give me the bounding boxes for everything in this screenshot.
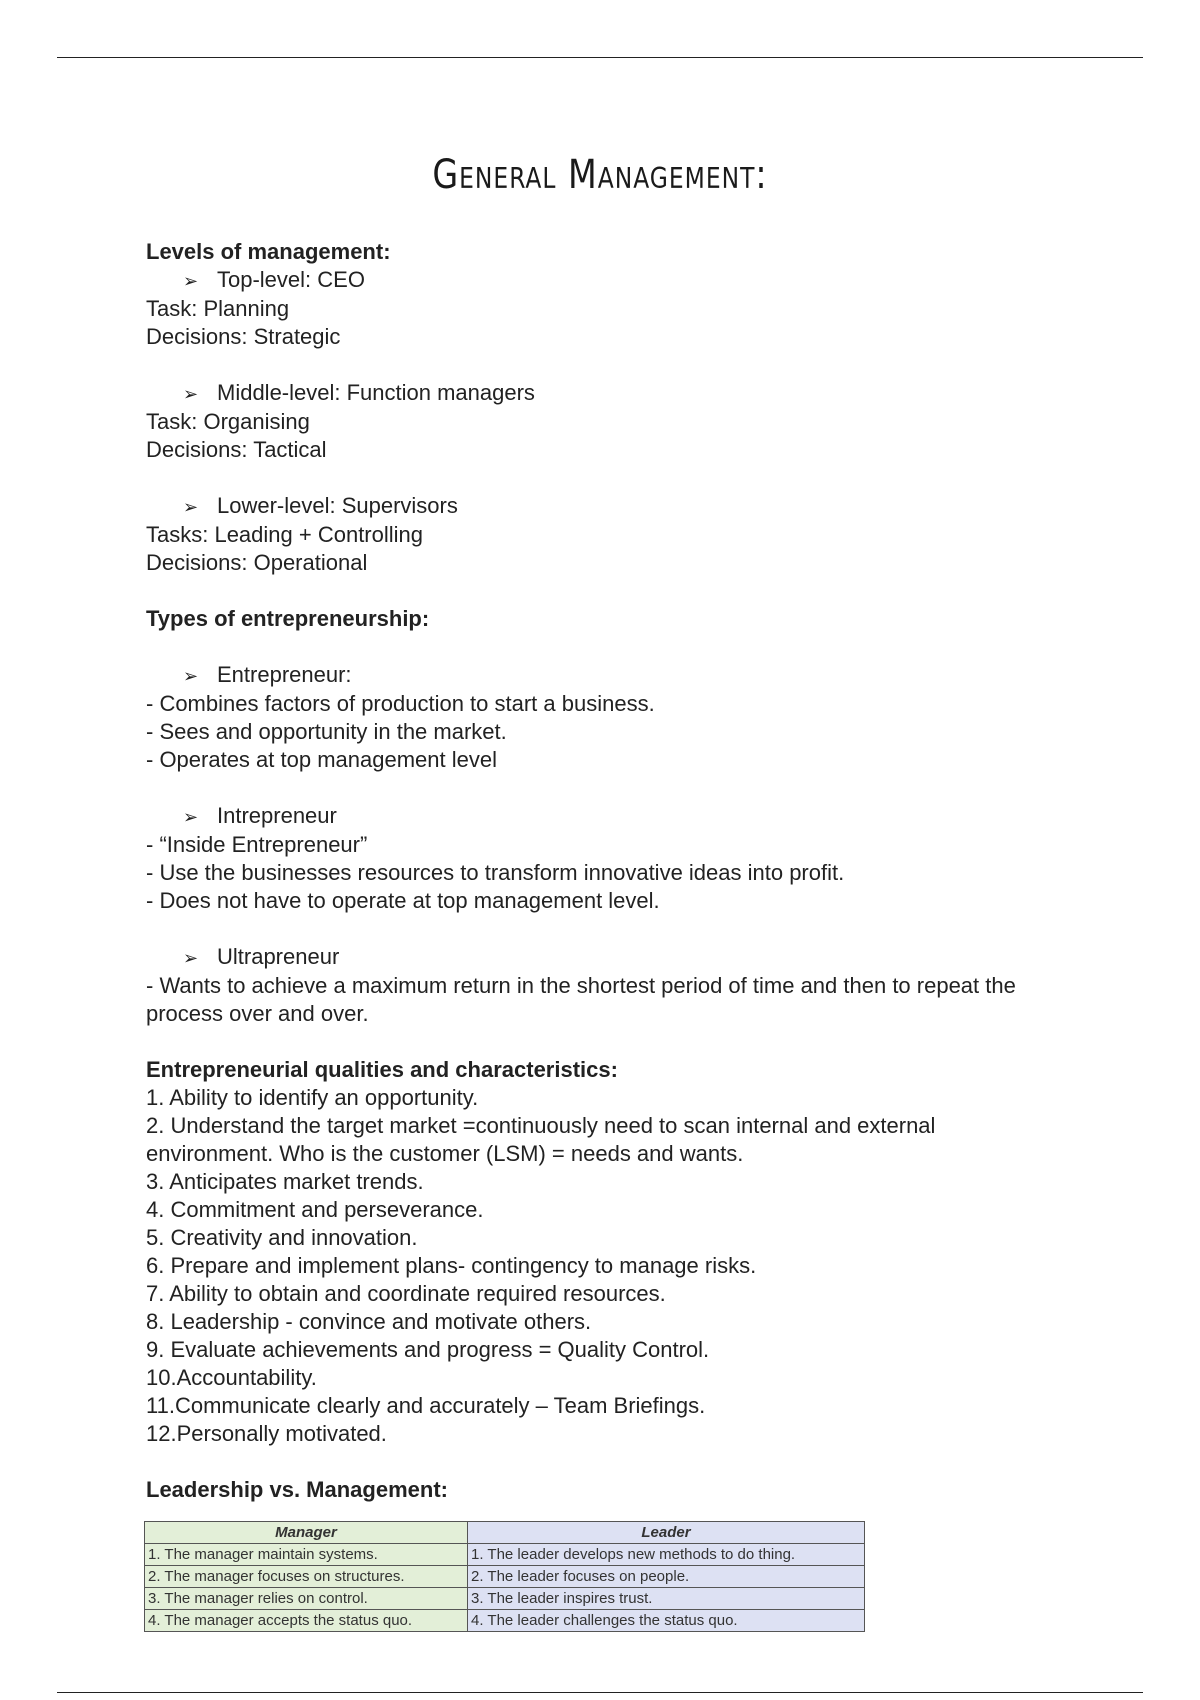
type-point: - Sees and opportunity in the market.: [146, 719, 507, 744]
leader-cell: 2. The leader focuses on people.: [468, 1566, 865, 1588]
leader-cell: 1. The leader develops new methods to do thing.: [468, 1544, 865, 1566]
level-lower-decisions: Decisions: Operational: [146, 550, 368, 575]
levels-heading: Levels of management:: [146, 239, 391, 264]
level-top-bullet: ➢ Top-level: CEO: [146, 266, 1046, 295]
quality-item: 4. Commitment and perseverance.: [146, 1197, 484, 1222]
arrow-bullet-icon: ➢: [183, 948, 199, 968]
arrow-bullet-icon: ➢: [183, 807, 199, 827]
table-row: [145, 1566, 865, 1588]
quality-item: 1. Ability to identify an opportunity.: [146, 1085, 479, 1110]
type-intrepreneur-bullet: ➢ Intrepreneur: [146, 802, 1046, 831]
page-title: General Management:: [432, 151, 768, 198]
level-lower-task: Tasks: Leading + Controlling: [146, 522, 423, 547]
quality-item: 9. Evaluate achievements and progress = Quality Control.: [146, 1337, 710, 1362]
type-point: - Operates at top management level: [146, 747, 497, 772]
arrow-bullet-icon: ➢: [183, 384, 199, 404]
type-point: - Does not have to operate at top management level.: [146, 888, 660, 913]
type-point: - Combines factors of production to start a business.: [146, 691, 655, 716]
table-header-row: [145, 1522, 865, 1544]
bottom-rule: [57, 1692, 1143, 1693]
level-lower-bullet: ➢ Lower-level: Supervisors: [146, 492, 1046, 521]
type-point: - Use the businesses resources to transform innovative ideas into profit.: [146, 860, 845, 885]
manager-cell: 1. The manager maintain systems.: [145, 1544, 468, 1566]
manager-cell: 2. The manager focuses on structures.: [145, 1566, 468, 1588]
level-top-decisions: Decisions: Strategic: [146, 324, 341, 349]
quality-item: 3. Anticipates market trends.: [146, 1169, 424, 1194]
entrepreneurship-heading: Types of entrepreneurship:: [146, 606, 430, 631]
type-point: - “Inside Entrepreneur”: [146, 832, 368, 857]
type-point: - Wants to achieve a maximum return in the shortest period of time and then to repeat the process over and over.: [146, 973, 1016, 1026]
arrow-bullet-icon: ➢: [183, 666, 199, 686]
quality-item: 2. Understand the target market =continuously need to scan internal and external environment. Who is the customer (LSM) = needs and wants.: [146, 1113, 936, 1166]
quality-item: 5. Creativity and innovation.: [146, 1225, 418, 1250]
manager-header: Manager: [145, 1522, 468, 1544]
top-rule: [57, 57, 1143, 58]
quality-item: 6. Prepare and implement plans- contingency to manage risks.: [146, 1253, 757, 1278]
table-row: [145, 1588, 865, 1610]
quality-item: 10.Accountability.: [146, 1365, 317, 1390]
leader-cell: 4. The leader challenges the status quo.: [468, 1610, 865, 1632]
level-middle-bullet: ➢ Middle-level: Function managers: [146, 379, 1046, 408]
table-row: [145, 1610, 865, 1632]
leader-cell: 3. The leader inspires trust.: [468, 1588, 865, 1610]
manager-cell: 3. The manager relies on control.: [145, 1588, 468, 1610]
arrow-bullet-icon: ➢: [183, 271, 199, 291]
type-entrepreneur-bullet: ➢ Entrepreneur:: [146, 661, 1046, 690]
quality-item: 12.Personally motivated.: [146, 1421, 387, 1446]
comparison-heading: Leadership vs. Management:: [146, 1477, 448, 1502]
level-top-task: Task: Planning: [146, 296, 290, 321]
document-body: [146, 238, 1046, 1504]
qualities-heading: Entrepreneurial qualities and characteristics:: [146, 1057, 618, 1082]
table-row: [145, 1544, 865, 1566]
leadership-vs-management-table: [144, 1521, 865, 1632]
type-ultrapreneur-bullet: ➢ Ultrapreneur: [146, 943, 1046, 972]
level-middle-task: Task: Organising: [146, 409, 310, 434]
quality-item: 8. Leadership - convince and motivate others.: [146, 1309, 592, 1334]
manager-cell: 4. The manager accepts the status quo.: [145, 1610, 468, 1632]
leader-header: Leader: [468, 1522, 865, 1544]
level-middle-decisions: Decisions: Tactical: [146, 437, 327, 462]
quality-item: 7. Ability to obtain and coordinate required resources.: [146, 1281, 666, 1306]
arrow-bullet-icon: ➢: [183, 497, 199, 517]
quality-item: 11.Communicate clearly and accurately – Team Briefings.: [146, 1393, 706, 1418]
